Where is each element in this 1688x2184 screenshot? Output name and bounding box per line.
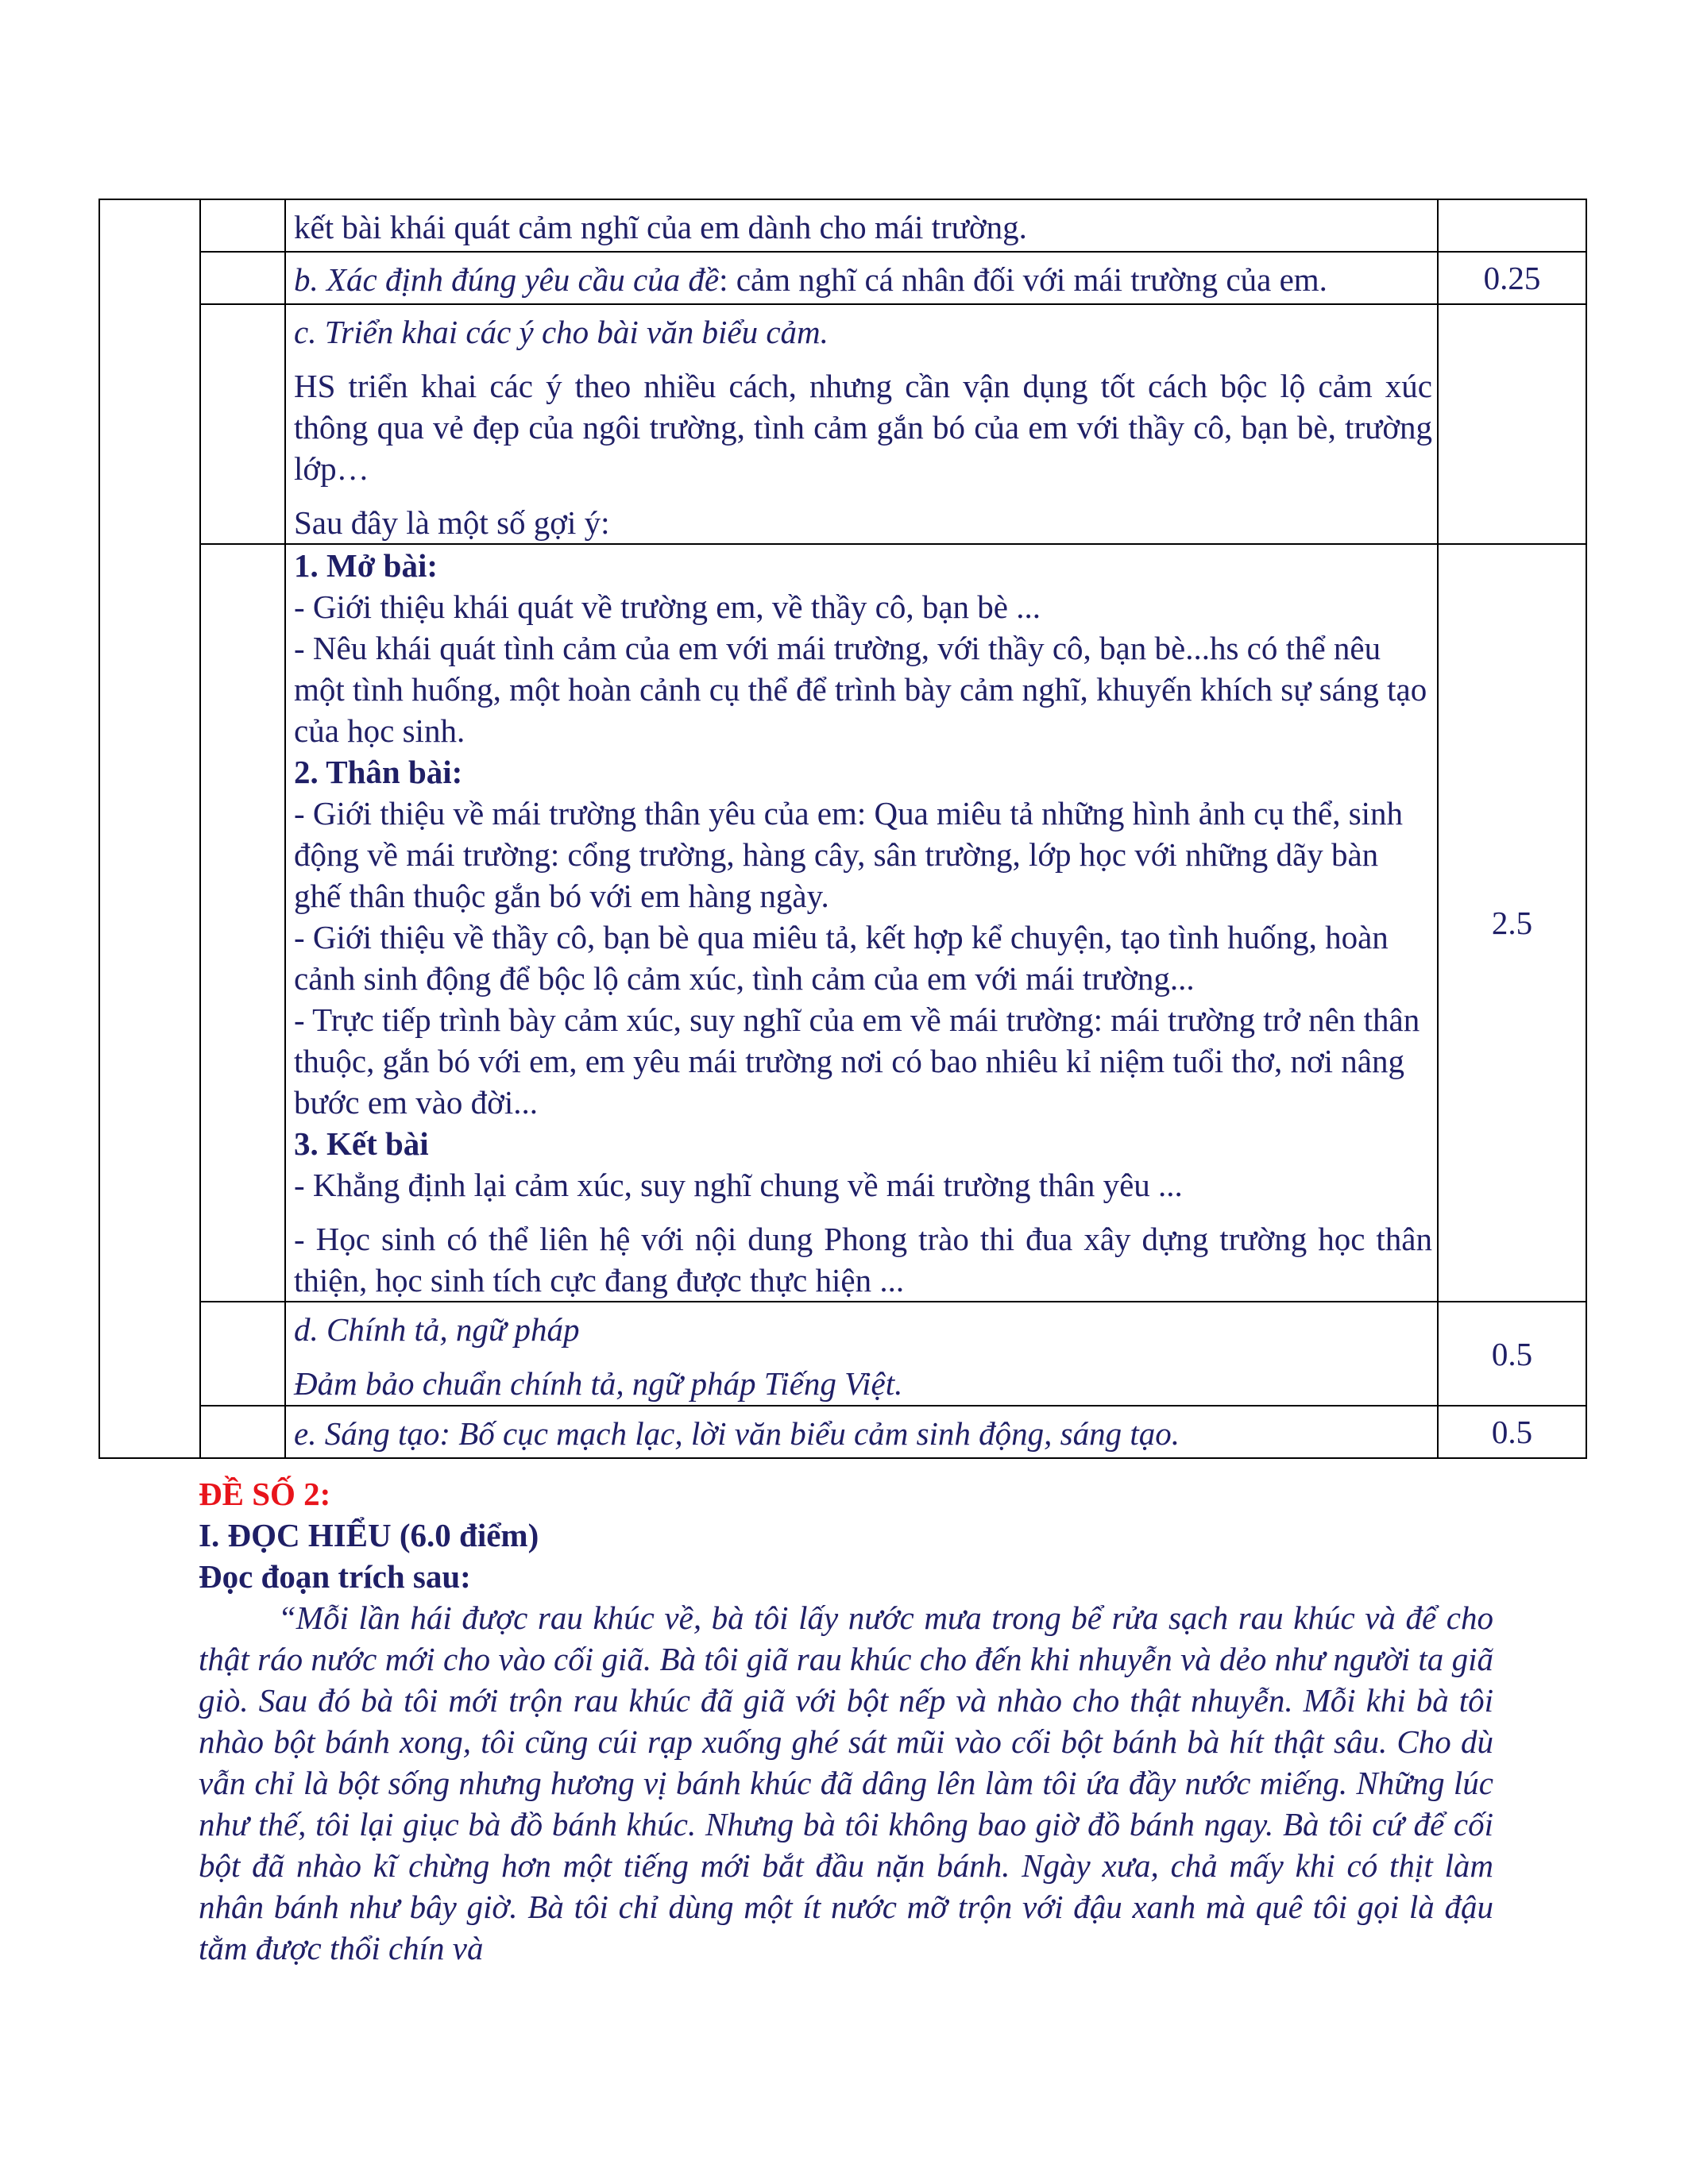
criterion-paragraph: HS triển khai các ý theo nhiều cách, nhưng cần vận dụng tốt cách bộc lộ cảm xúc thông qua vẻ đẹp của ngôi trường, tình cảm gắn bó của em với thầy cô, bạn bè, trường lớp… — [294, 368, 1432, 487]
criterion-text: : cảm nghĩ cá nhân đối với mái trường của em. — [719, 261, 1327, 298]
table-row — [99, 1406, 1586, 1458]
exam-section — [199, 1473, 1493, 1969]
question-cell — [99, 199, 200, 1458]
score-cell — [1438, 544, 1586, 1302]
criterion-label: b. Xác định đúng yêu cầu của đề — [294, 261, 720, 298]
score-value: 2.5 — [1491, 905, 1533, 941]
table-row — [99, 252, 1586, 304]
row-text: kết bài khái quát cảm nghĩ của em dành cho mái trường. — [294, 209, 1027, 245]
score-cell — [1438, 1302, 1586, 1406]
outline-item: - Trực tiếp trình bày cảm xúc, suy nghĩ của em về mái trường: mái trường trở nên thân thuộc, gắn bó với em, em yêu mái trường nơi có bao nhiêu kỉ niệm tuổi thơ, nơi nâng bước em vào đời... — [294, 1001, 1420, 1121]
criteria-cell — [200, 544, 285, 1302]
table-row — [99, 1302, 1586, 1406]
score-value: 0.25 — [1483, 260, 1541, 296]
outline-item: - Khẳng định lại cảm xúc, suy nghĩ chung về mái trường thân yêu ... — [294, 1167, 1183, 1203]
score-cell — [1438, 199, 1586, 252]
content-cell — [285, 304, 1438, 544]
outline-heading: 3. Kết bài — [294, 1125, 429, 1162]
outline-item: - Giới thiệu về mái trường thân yêu của em: Qua miêu tả những hình ảnh cụ thể, sinh động về mái trường: cổng trường, hàng cây, sân trường, lớp học với những dãy bàn ghế thân thuộc gắn bó với em hàng ngày. — [294, 795, 1404, 914]
instruction-heading: Đọc đoạn trích sau: — [199, 1558, 471, 1595]
outline-item: - Học sinh có thể liên hệ với nội dung Phong trào thi đua xây dựng trường học thân thiện, học sinh tích cực đang được thực hiện ... — [294, 1221, 1432, 1298]
score-cell — [1438, 304, 1586, 544]
table-row — [99, 544, 1586, 1302]
part-heading: I. ĐỌC HIỂU (6.0 điểm) — [199, 1517, 539, 1553]
criterion-text: Đảm bảo chuẩn chính tả, ngữ pháp Tiếng Việt. — [294, 1365, 903, 1402]
criteria-cell — [200, 304, 285, 544]
criteria-cell — [200, 1406, 285, 1458]
section-title: ĐỀ SỐ 2: — [199, 1476, 331, 1512]
outline-heading: 2. Thân bài: — [294, 754, 463, 790]
criteria-cell — [200, 199, 285, 252]
content-cell — [285, 1302, 1438, 1406]
content-cell — [285, 252, 1438, 304]
score-cell — [1438, 1406, 1586, 1458]
content-cell — [285, 544, 1438, 1302]
table-row — [99, 199, 1586, 252]
content-cell — [285, 1406, 1438, 1458]
content-cell — [285, 199, 1438, 252]
outline-heading: 1. Mở bài: — [294, 547, 438, 584]
criterion-heading: c. Triển khai các ý cho bài văn biểu cảm. — [294, 314, 829, 350]
criterion-paragraph: Sau đây là một số gợi ý: — [294, 504, 610, 541]
table-row — [99, 304, 1586, 544]
criteria-cell — [200, 252, 285, 304]
criteria-cell — [200, 1302, 285, 1406]
outline-item: - Nêu khái quát tình cảm của em với mái trường, với thầy cô, bạn bè...hs có thể nêu một tình huống, một hoàn cảnh cụ thể để trình bày cảm nghĩ, khuyến khích sự sáng tạo của học sinh. — [294, 630, 1427, 749]
criterion-heading: d. Chính tả, ngữ pháp — [294, 1311, 580, 1348]
outline-item: - Giới thiệu khái quát về trường em, về thầy cô, bạn bè ... — [294, 588, 1041, 625]
criterion-text: e. Sáng tạo: Bố cục mạch lạc, lời văn biểu cảm sinh động, sáng tạo. — [294, 1415, 1180, 1452]
outline-item: - Giới thiệu về thầy cô, bạn bè qua miêu tả, kết hợp kể chuyện, tạo tình huống, hoàn cảnh sinh động để bộc lộ cảm xúc, tình cảm của em với mái trường... — [294, 919, 1389, 997]
score-value: 0.5 — [1491, 1335, 1533, 1372]
score-value: 0.5 — [1491, 1414, 1533, 1450]
grading-table — [98, 199, 1587, 1459]
reading-passage: “Mỗi lần hái được rau khúc về, bà tôi lấy nước mưa trong bể rửa sạch rau khúc và để cho thật ráo nước mới cho vào cối giã. Bà tôi giã rau khúc cho đến khi nhuyễn và dẻo như người ta giã giò. Sau đó bà tôi mới trộn rau khúc đã giã với bột nếp và nhào cho thật nhuyễn. Mỗi khi bà tôi nhào bột bánh xong, tôi cũng cúi rạp xuống ghé sát mũi vào cối bột bánh bà hít thật sâu. Cho dù vẫn chỉ là bột sống nhưng hương vị bánh khúc đã dâng lên làm tôi ứa đầy nước miếng. Những lúc như thế, tôi lại giục bà đồ bánh khúc. Nhưng bà tôi không bao giờ đồ bánh ngay. Bà tôi cứ để cối bột đã nhào kĩ chừng hơn một tiếng mới bắt đầu nặn bánh. Ngày xưa, chả mấy khi có thịt làm nhân bánh như bây giờ. Bà tôi chỉ dùng một ít nước mỡ trộn với đậu xanh mà quê tôi gọi là đậu tằm được thổi chín và — [199, 1599, 1493, 1966]
score-cell — [1438, 252, 1586, 304]
